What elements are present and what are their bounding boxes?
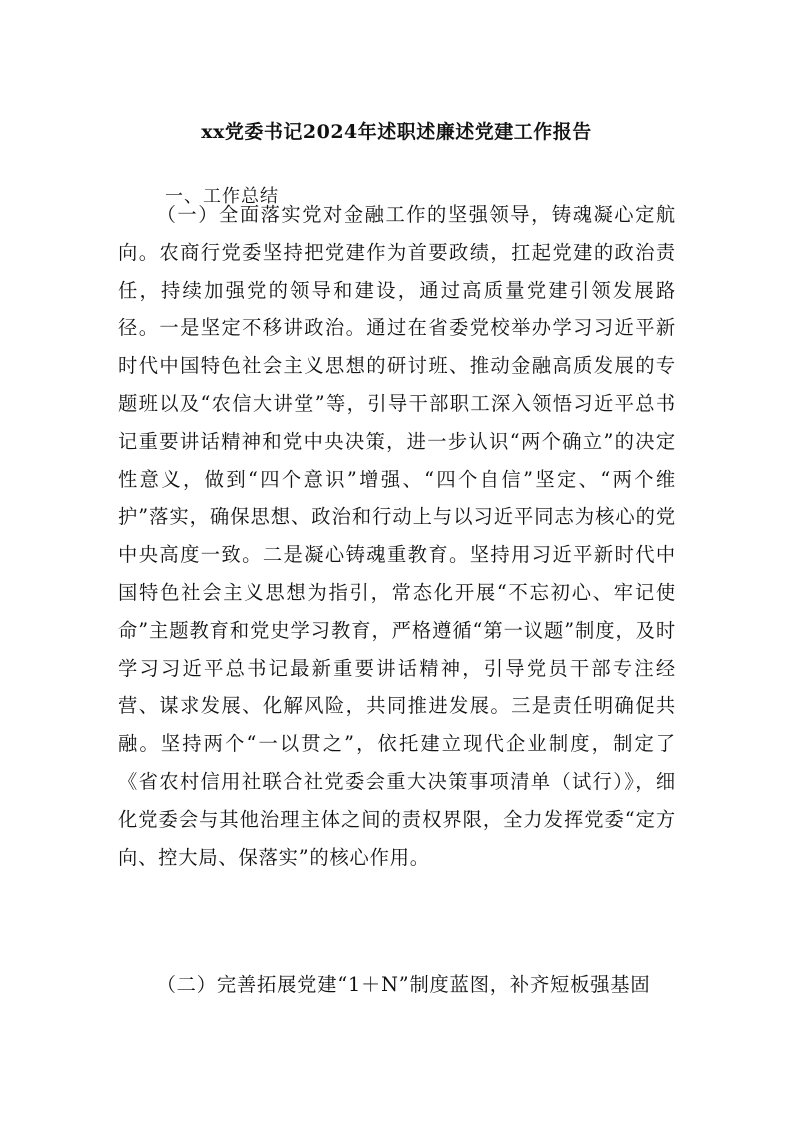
document-title: xx党委书记2024年述职述廉述党建工作报告 — [201, 121, 592, 143]
section-heading: 一、工作总结 — [165, 186, 279, 207]
body-paragraph: （一）全面落实党对金融工作的坚强领导，铸魂凝心定航向。农商行党委坚持把党建作为首要政绩，扛起党建的政治责任，持续加强党的领导和建设，通过高质量党建引领发展路径。一是坚定不移讲政治。通过在省委党校举办学习习近平新时代中国特色社会主义思想的研讨班、推动金融高质发展的专题班以及“农信大讲堂”等，引导干部职工深入领悟习近平总书记重要讲话精神和党中央决策，进一步认识“两个确立”的决定性意义，做到“四个意识”增强、“四个自信”坚定、“两个维护”落实，确保思想、政治和行动上与以习近平同志为核心的党中央高度一致。二是凝心铸魂重教育。坚持用习近平新时代中国特色社会主义思想为指引，常态化开展“不忘初心、牢记使命”主题教育和党史学习教育，严格遵循“第一议题”制度，及时学习习近平总书记最新重要讲话精神，引导党员干部专注经营、谋求发展、化解风险，共同推进发展。三是责任明确促共融。坚持两个“一以贯之”，依托建立现代企业制度，制定了《省农村信用社联合社党委会重大决策事项清单（试行）》，细化党委会与其他治理主体之间的责权界限，全力发挥党委“定方向、控大局、保落实”的核心作用。 — [118, 203, 676, 869]
body-paragraph: （二）完善拓展党建“1＋N”制度蓝图，补齐短板强基固 — [156, 973, 651, 996]
